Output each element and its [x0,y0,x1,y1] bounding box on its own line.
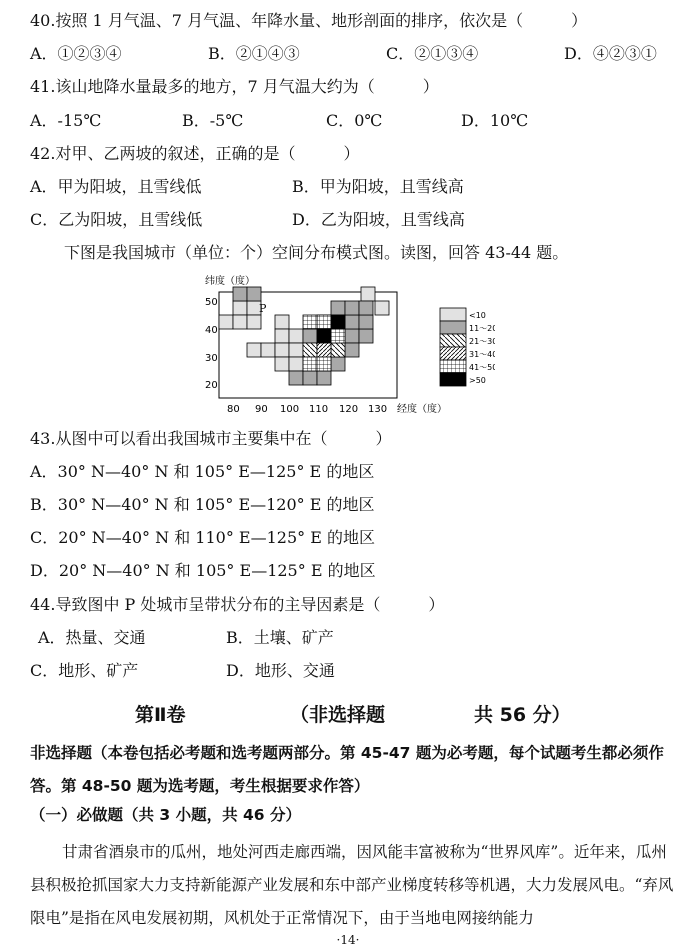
figure-intro: 下图是我国城市（单位：个）空间分布模式图。读图，回答 43-44 题。 [64,243,569,262]
q40-option-a[interactable]: A．①②③④ [30,44,122,63]
q42-stem: 42.对甲、乙两坡的叙述，正确的是（ ） [30,144,360,163]
q40-options [30,43,678,65]
xtick-110: 110 [309,404,329,415]
xtick-130: 130 [368,404,388,415]
q40-stem: 40.按照 1 月气温、7 月气温、年降水量、地形剖面的排序，依次是（ ） [30,11,588,30]
ytick-30: 30 [205,353,218,364]
q43-option-c[interactable]: C．20° N—40° N 和 110° E—125° E 的地区 [30,528,376,547]
q44-option-c[interactable]: C．地形、矿产 [30,661,139,680]
legend-swatch-41-50 [440,360,466,373]
legend-label-lt10: <10 [469,311,486,320]
q44-option-b[interactable]: B．土壤、矿产 [226,628,334,647]
q41-option-d[interactable]: D．10℃ [461,111,529,130]
q41-options [30,110,678,132]
q44-option-a[interactable]: A．热量、交通 [38,628,146,647]
q41-option-b[interactable]: B．-5℃ [182,111,244,130]
legend-swatch-21-30 [440,334,466,347]
q44-stem: 44.导致图中 P 处城市呈带状分布的主导因素是（ ） [30,595,445,614]
legend-swatch-lt10 [440,308,466,321]
q42-options-row1 [30,176,678,198]
legend-swatch-gt50 [440,373,466,386]
xtick-80: 80 [227,404,240,415]
section2-sub-heading: （一）必做题（共 3 小题，共 46 分） [30,806,301,824]
q43-stem: 43.从图中可以看出我国城市主要集中在（ ） [30,429,392,448]
p-label: P [259,302,267,315]
legend-label-11-20: 11～20 [469,324,495,333]
q43-option-a[interactable]: A．30° N—40° N 和 105° E—125° E 的地区 [30,462,375,481]
q44-options-row2 [30,660,678,682]
q43-option-b[interactable]: B．30° N—40° N 和 105° E—120° E 的地区 [30,495,375,514]
xtick-120: 120 [339,404,359,415]
ytick-20: 20 [205,380,218,391]
legend-swatch-11-20 [440,321,466,334]
figure-xlabel: 经度（度） [397,404,447,415]
legend-swatch-31-40 [440,347,466,360]
legend-label-31-40: 31～40 [469,350,495,359]
ytick-40: 40 [205,325,218,336]
q40-option-c[interactable]: C．②①③④ [386,44,479,63]
section2-part1: 第Ⅱ卷 [135,704,186,726]
figure-ylabel: 纬度（度） [205,276,255,287]
figure-legend [440,308,495,386]
section2-passage: 甘肃省酒泉市的瓜州，地处河西走廊西端，因风能丰富被称为“世界风库”。近年来，瓜州县积极抢抓国家大力支持新能源产业发展和东中部产业梯度转移等机遇，大力发展风电。“弃风限电”是指在风电发展初期，风机处于正常情况下，由于当地电网接纳能力 [30,843,674,927]
xtick-90: 90 [255,404,268,415]
ytick-50: 50 [205,297,218,308]
q44-option-d[interactable]: D．地形、交通 [226,661,335,680]
q40-option-b[interactable]: B．②①④③ [208,44,300,63]
q42-option-a[interactable]: A．甲为阳坡，且雪线低 [30,177,202,196]
city-distribution-figure [195,272,495,417]
legend-label-21-30: 21～30 [469,337,495,346]
section2-part3: 共 56 分） [474,704,571,726]
q41-option-a[interactable]: A．-15℃ [30,111,102,130]
page-number: ·14· [336,933,360,947]
legend-label-gt50: >50 [469,376,486,385]
section2-instruction: 非选择题（本卷包括必考题和选考题两部分。第 45-47 题为必考题，每个试题考生都必须作答。第 48-50 题为选考题，考生根据要求作答） [30,744,664,795]
section2-part2: （非选择题 [290,704,386,726]
q43-option-d[interactable]: D．20° N—40° N 和 105° E—125° E 的地区 [30,561,376,580]
legend-label-41-50: 41～50 [469,363,495,372]
q41-stem: 41.该山地降水量最多的地方，7 月气温大约为（ ） [30,77,439,96]
q44-options-row1 [38,627,678,649]
q40-option-d[interactable]: D．④②③① [564,44,657,63]
q42-option-d[interactable]: D．乙为阳坡，且雪线高 [292,210,465,229]
city-distribution-map [195,272,495,417]
q42-option-c[interactable]: C．乙为阳坡，且雪线低 [30,210,203,229]
q41-option-c[interactable]: C．0℃ [326,111,383,130]
xtick-100: 100 [280,404,300,415]
q42-options-row2 [30,209,678,231]
q42-option-b[interactable]: B．甲为阳坡，且雪线高 [292,177,464,196]
